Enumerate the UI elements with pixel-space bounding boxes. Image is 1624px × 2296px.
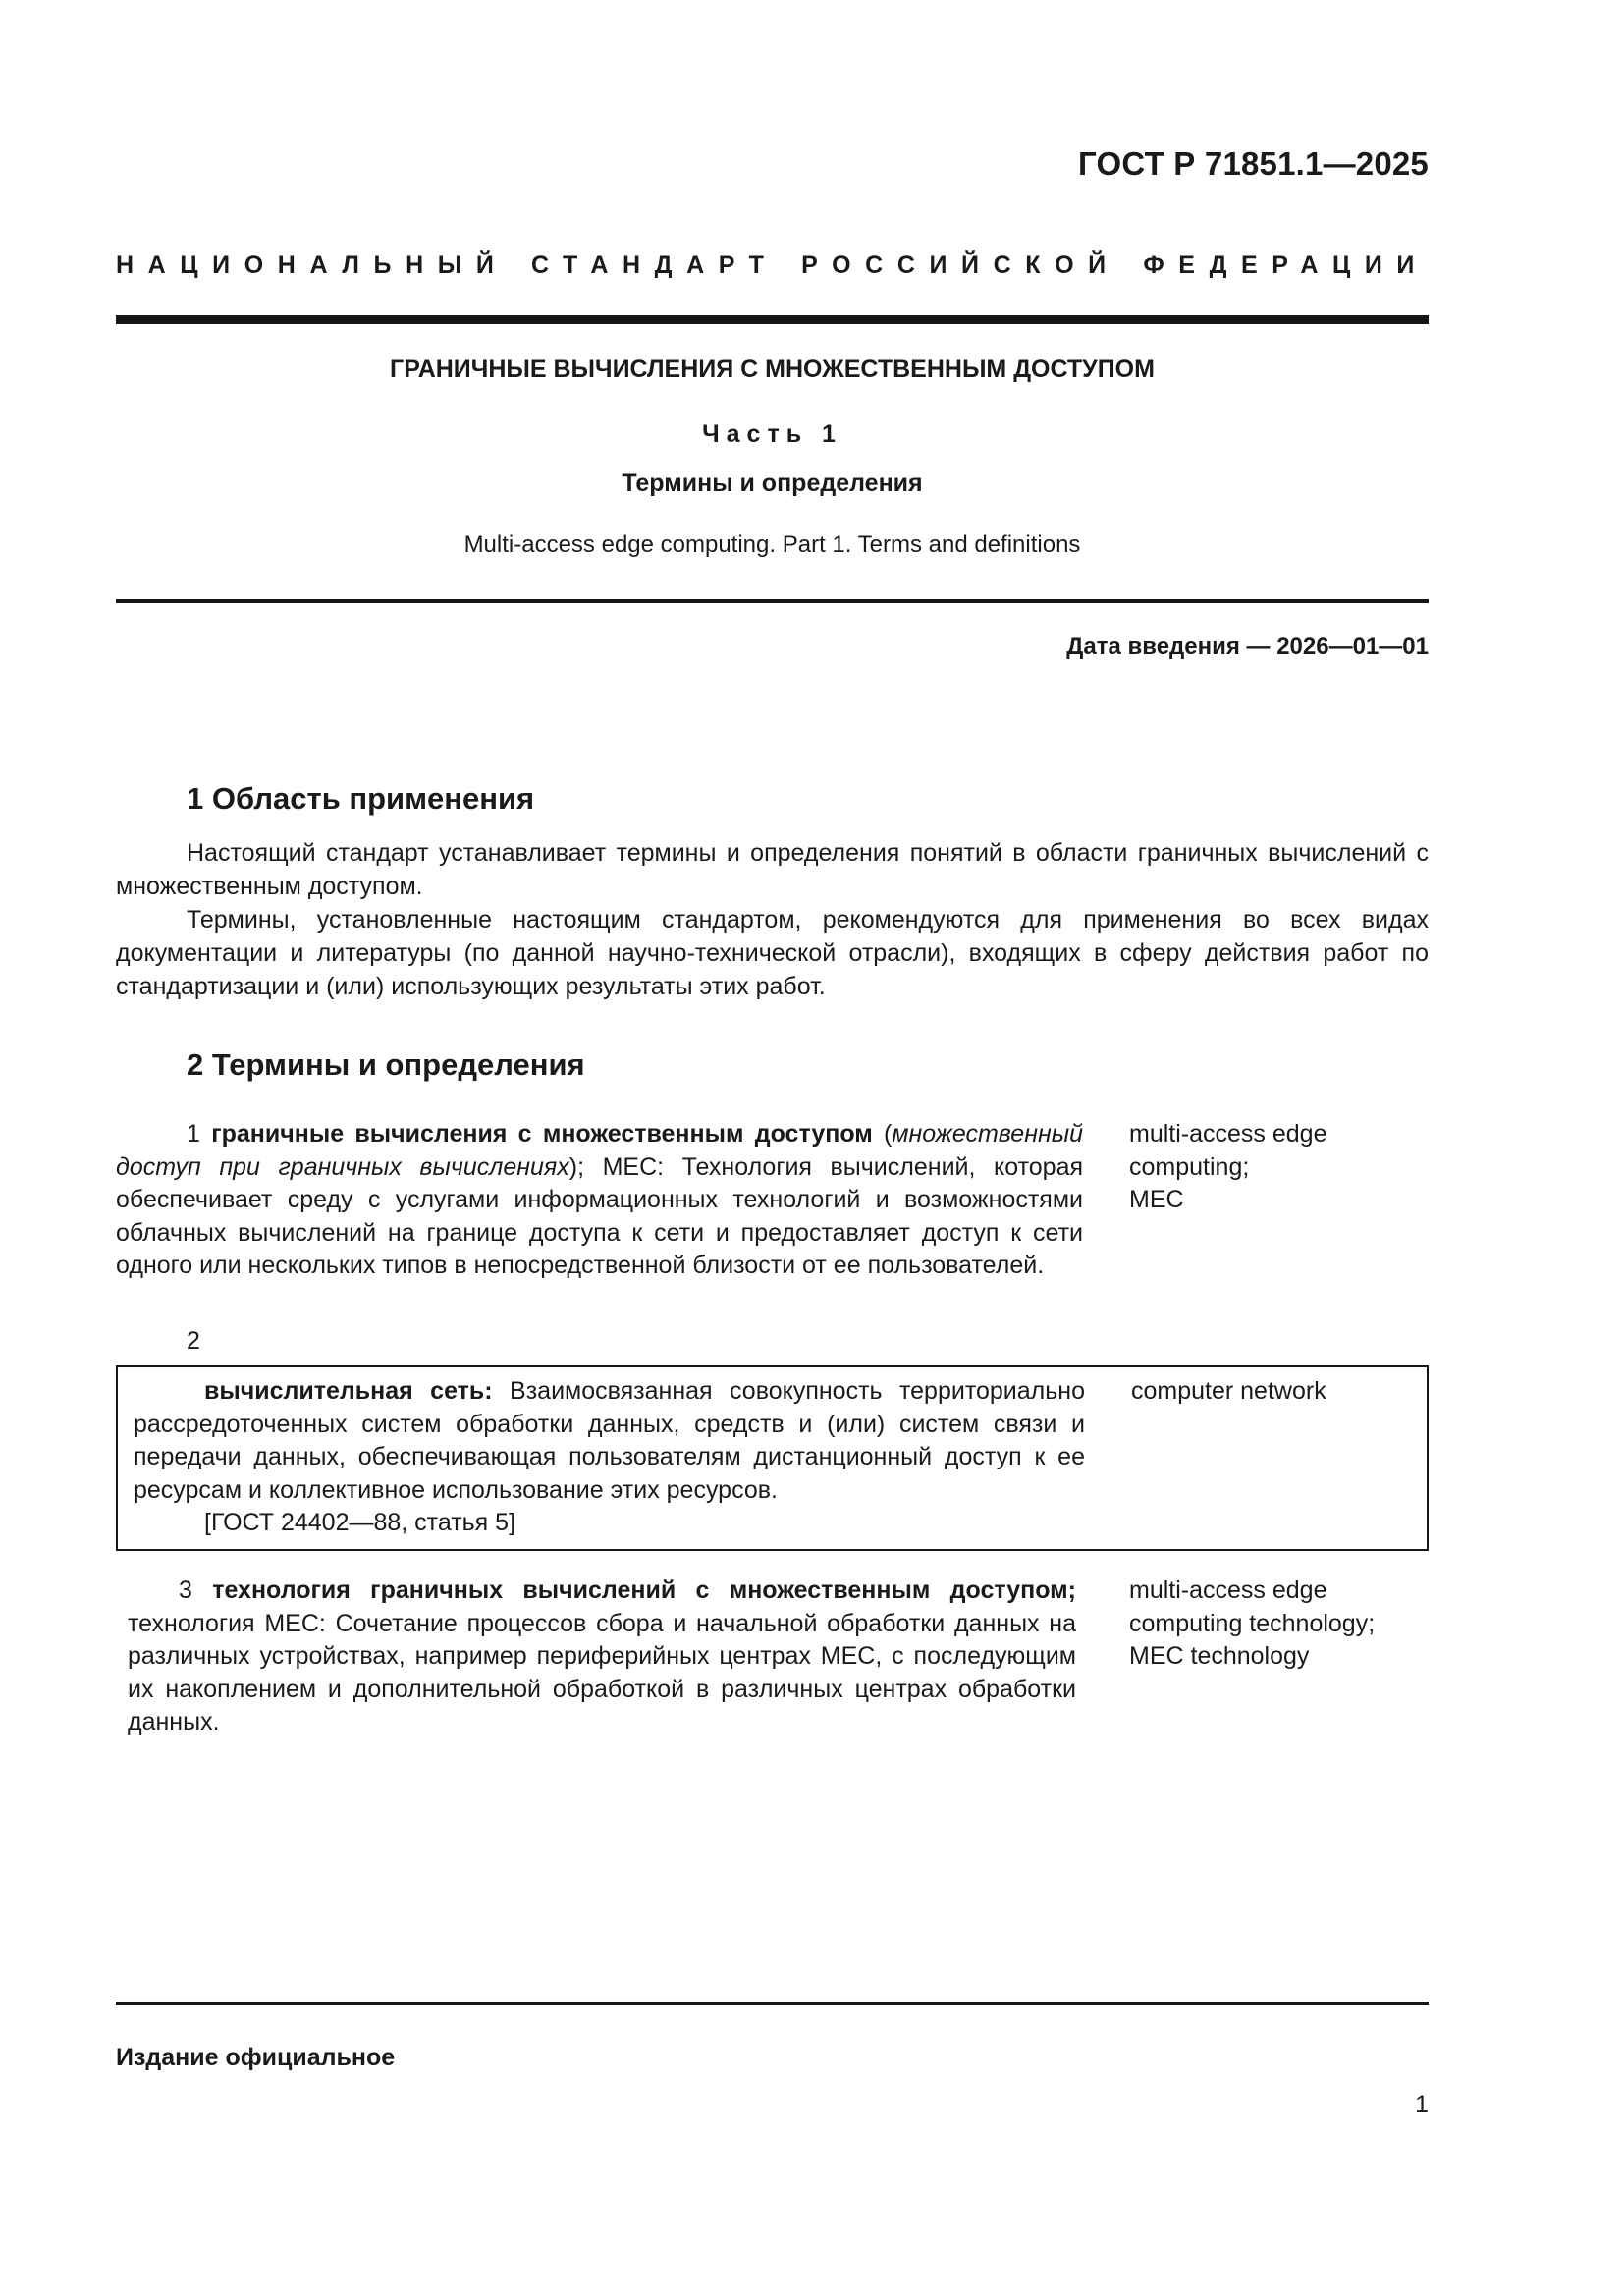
document-subtitle: Термины и определения xyxy=(622,469,923,497)
term-number: 2 xyxy=(187,1327,200,1355)
scope-paragraph: Настоящий стандарт устанавливает термины и определения понятий в области граничных вычислений с множественным доступом. xyxy=(116,839,1429,900)
term-definition: MEC: Технология вычислений, которая обеспечивает среду с услугами информационных технологий и возможностями облачных вычислений на границе доступа к сети и предоставляет доступ к сети одного или нескольких типов в непосредственной близости от ее пользователей. xyxy=(116,1152,1084,1279)
term-name: граничные вычисления с множественным доступом xyxy=(211,1120,873,1148)
term-number: 3 xyxy=(179,1576,192,1604)
section-heading-terms: 2 Термины и определения xyxy=(187,1047,585,1082)
standard-type-banner: НАЦИОНАЛЬНЫЙ СТАНДАРТ РОССИЙСКОЙ ФЕДЕРАЦИИ xyxy=(116,251,1429,279)
english-title: Multi-access edge computing. Part 1. Terms and definitions xyxy=(463,531,1081,558)
term-name: вычислительная сеть: xyxy=(204,1377,493,1405)
boxed-term-entry xyxy=(116,1365,1429,1551)
term-english-equivalent: multi-access edge computing; MEC xyxy=(1129,1120,1327,1213)
part-label: Часть 1 xyxy=(702,420,842,448)
term-definition: технология MEC: Сочетание процессов сбора и начальной обработки данных на различных устройствах, например периферийных центрах MEC, с последующим их накоплением и дополнительной обработкой в различных центрах обработки данных. xyxy=(128,1609,1076,1735)
document-title: ГРАНИЧНЫЕ ВЫЧИСЛЕНИЯ С МНОЖЕСТВЕННЫМ ДОСТУПОМ xyxy=(390,355,1155,383)
term-definition-column: 1 граничные вычисления с множественным доступом (множественный доступ при граничных вычислениях); MEC: Технология вычислений, которая обеспечивает среду с услугами информационных технологий и возможностями облачных вычислений на границе доступа к сети и предоставляет доступ к сети одного или нескольких типов в непосредственной близости от ее пользователей. xyxy=(116,1120,1084,1279)
term-name: технология граничных вычислений с множественным доступом; xyxy=(212,1576,1076,1604)
term-english-equivalent: multi-access edge computing technology; MEC technology xyxy=(1129,1576,1376,1670)
term-entry xyxy=(134,1375,1410,1540)
term-synonym: множественный доступ при граничных вычислениях xyxy=(116,1120,1084,1181)
term-english-equivalent: computer network xyxy=(1131,1377,1326,1405)
term-entry xyxy=(116,1118,1429,1283)
standard-code: ГОСТ Р 71851.1—2025 xyxy=(1078,145,1429,182)
footer-divider xyxy=(116,2002,1429,2005)
scope-paragraph: Термины, установленные настоящим стандартом, рекомендуются для применения во всех видах документации и литературы (по данной научно-технической отрасли), входящих в сферу действия работ по стандартизации и (или) использующих результаты этих работ. xyxy=(116,906,1429,1000)
section-heading-scope: 1 Область применения xyxy=(187,781,535,816)
header-divider xyxy=(116,315,1429,324)
term-definition-column xyxy=(134,1375,1085,1540)
title-divider xyxy=(116,599,1429,603)
term-definition: Взаимосвязанная совокупность территориально рассредоточенных систем обработки данных, средств и (или) систем связи и передачи данных, обеспечивающая пользователям дистанционный доступ к ее ресурсам и коллективное использование этих ресурсов. xyxy=(134,1377,1085,1504)
term-number: 1 xyxy=(187,1120,200,1148)
term-entry xyxy=(128,1575,1429,1739)
page-number: 1 xyxy=(1415,2091,1429,2118)
introduction-date: Дата введения — 2026—01—01 xyxy=(1066,633,1429,660)
edition-label: Издание официальное xyxy=(116,2044,396,2071)
term-definition-column xyxy=(128,1575,1076,1739)
term-source: [ГОСТ 24402—88, статья 5] xyxy=(204,1509,516,1536)
scope-body xyxy=(116,836,1429,1003)
